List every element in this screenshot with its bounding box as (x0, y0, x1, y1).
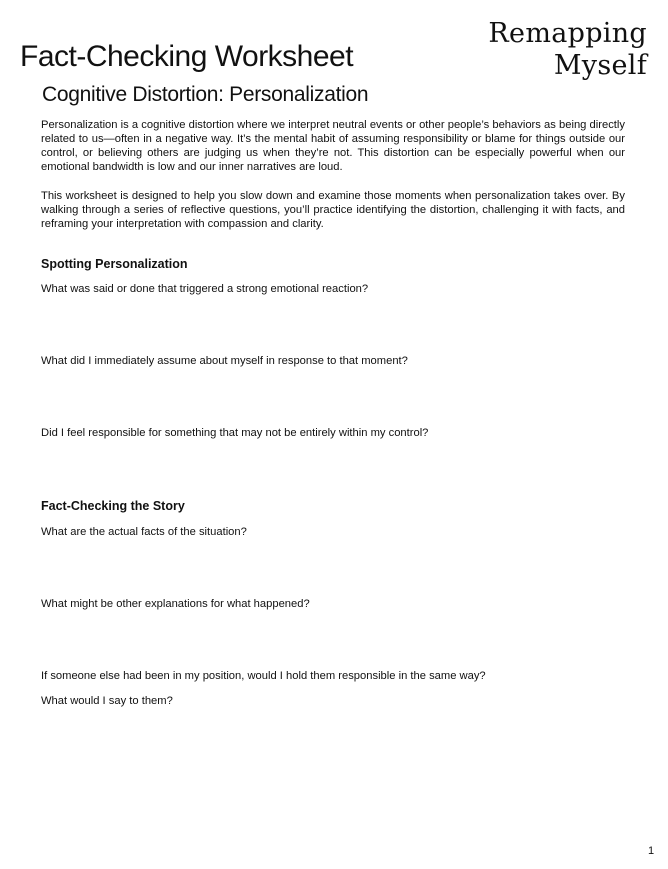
question: Did I feel responsible for something that may not be entirely within my control? (41, 427, 429, 439)
intro-paragraph-2: This worksheet is designed to help you slow down and examine those moments when personalization takes over. By walking through a series of reflective questions, you’ll practice identifying the distortion, challenging it with facts, and reframing your interpretation with compassion and clarity. (41, 190, 625, 230)
page-number: 1 (648, 845, 655, 857)
question: What did I immediately assume about myself in response to that moment? (41, 355, 408, 367)
question: What might be other explanations for what happened? (41, 598, 310, 610)
question: What would I say to them? (41, 695, 173, 707)
section-heading-spotting: Spotting Personalization (41, 257, 188, 271)
logo-line-1: Remapping (488, 18, 647, 49)
page-subtitle: Cognitive Distortion: Personalization (42, 83, 369, 106)
question: If someone else had been in my position, would I hold them responsible in the same way? (41, 670, 486, 682)
brand-logo (488, 18, 647, 82)
logo-line-2: Myself (553, 50, 647, 81)
page-title: Fact-Checking Worksheet (20, 40, 354, 73)
question: What was said or done that triggered a strong emotional reaction? (41, 283, 369, 295)
section-heading-fact-checking: Fact-Checking the Story (41, 499, 185, 513)
intro-paragraph-1: Personalization is a cognitive distortion where we interpret neutral events or other people’s behaviors as being directly related to us—often in a negative way. It’s the mental habit of assuming responsibility or blame for things outside our control, or believing others are judging us when they’re not. This distortion can be especially powerful when our emotional bandwidth is low and our inner narratives are loud. (41, 119, 625, 173)
question: What are the actual facts of the situation? (41, 526, 247, 538)
